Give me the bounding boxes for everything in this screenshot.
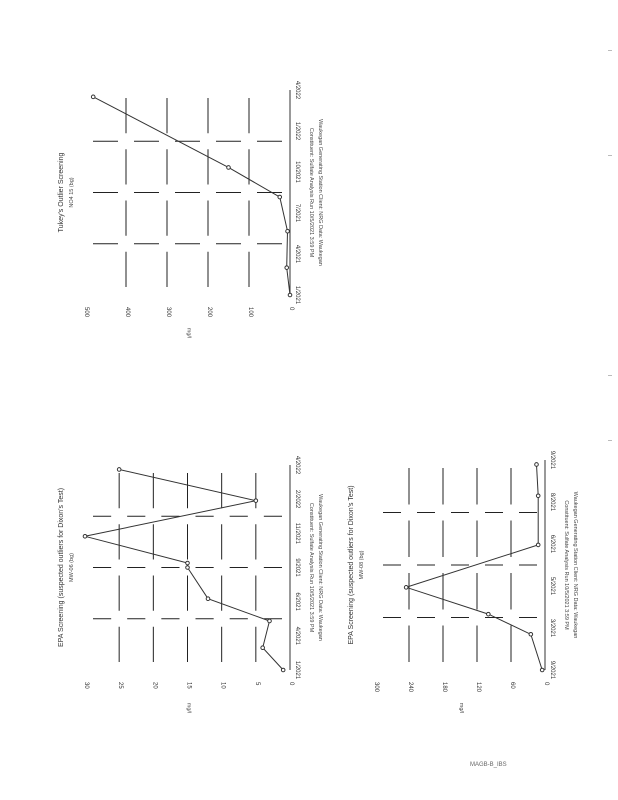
series-line xyxy=(85,470,283,671)
value-tick-label: 0 xyxy=(288,682,294,686)
data-point xyxy=(529,632,533,636)
data-point xyxy=(227,166,231,170)
data-point xyxy=(186,566,190,570)
category-tick-label: 1/2022 xyxy=(294,121,300,141)
chart-footer-line: Constituent: Sulfate Analysis Run 10/5/2021 3:59 PM xyxy=(308,127,314,258)
category-tick-label: 9/2021 xyxy=(549,660,555,680)
data-point xyxy=(286,229,290,233)
value-tick-label: 25 xyxy=(117,682,124,689)
chart-subtitle: MW-08 (bg) xyxy=(359,550,365,580)
chart-subtitle: NO4 15 (bg) xyxy=(69,177,75,208)
chart-title: EPA Screening (suspected outliers for Dixon's Test) xyxy=(348,485,355,645)
chart-subtitle: MW-06 (bg) xyxy=(69,553,75,582)
category-tick-label: 10/2021 xyxy=(294,161,300,183)
value-tick-label: 10 xyxy=(219,682,226,689)
category-tick-label: 3/2021 xyxy=(549,618,555,638)
chart-footer-line: Waukegan Generating Station Client: NRG Data: Waukegan xyxy=(317,119,323,266)
data-point xyxy=(278,195,282,199)
category-tick-label: 8/2021 xyxy=(549,492,555,512)
edge-mark xyxy=(608,50,612,51)
value-tick-label: 500 xyxy=(83,307,89,318)
chart-footer-line: Constituent: Sulfate Analysis Run 10/5/2021 3:59 PM xyxy=(308,502,314,633)
chart-group xyxy=(58,81,323,338)
value-tick-label: 30 xyxy=(83,682,89,689)
data-point xyxy=(91,95,95,99)
value-tick-label: 180 xyxy=(441,682,447,693)
edge-mark xyxy=(608,440,612,441)
series-line xyxy=(93,97,290,295)
chart-title: Tukey's Outlier Screening xyxy=(58,152,65,233)
category-tick-label: 4/2022 xyxy=(294,455,300,475)
chart-footer-line: Constituent: Sulfate Analysis Run 10/5/2021 3:59 PM xyxy=(563,500,569,630)
chart-title: EPA Screening (suspected outliers for Dixon's Test) xyxy=(58,487,65,648)
value-axis-label: mg/l xyxy=(458,702,464,714)
value-axis-label: mg/l xyxy=(185,702,192,714)
value-tick-label: 200 xyxy=(206,307,212,318)
category-tick-label: 9/2021 xyxy=(294,558,300,577)
data-point xyxy=(254,499,258,503)
category-tick-label: 2/2022 xyxy=(294,489,300,509)
category-tick-label: 6/2021 xyxy=(294,592,300,611)
data-point xyxy=(288,293,292,297)
category-tick-label: 11/2021 xyxy=(294,522,300,544)
data-point xyxy=(281,668,285,672)
chart-epa-mw08-svg xyxy=(330,390,610,730)
chart-footer-line: Waukegan Generating Station Client: NRG Data: Waukegan xyxy=(317,494,323,641)
value-tick-label: 100 xyxy=(247,307,253,318)
data-point xyxy=(536,494,540,498)
data-point xyxy=(535,463,539,467)
chart-epa-mw06 xyxy=(40,390,340,730)
chart-group xyxy=(58,456,323,713)
value-tick-label: 5 xyxy=(253,682,260,686)
data-point xyxy=(487,612,491,616)
edge-mark xyxy=(608,375,612,376)
chart-group xyxy=(348,451,578,713)
category-tick-label: 7/2021 xyxy=(294,203,300,223)
data-point xyxy=(117,468,121,472)
value-tick-label: 300 xyxy=(165,307,171,318)
document-code: MAGB-B_IBS xyxy=(470,762,507,768)
value-tick-label: 240 xyxy=(407,682,413,693)
category-tick-label: 9/2021 xyxy=(549,450,555,470)
value-tick-label: 400 xyxy=(124,307,130,318)
data-point xyxy=(285,266,289,270)
data-point xyxy=(186,561,190,565)
chart-footer-line: Waukegan Generating Station Client: NRG Data: Waukegan xyxy=(572,491,578,639)
data-point xyxy=(536,543,540,547)
series-line xyxy=(406,465,542,671)
data-point xyxy=(268,619,272,623)
value-tick-label: 60 xyxy=(509,682,515,689)
value-tick-label: 0 xyxy=(288,307,294,311)
data-point xyxy=(540,668,544,672)
chart-tukey-svg xyxy=(40,20,340,350)
data-point xyxy=(404,586,408,590)
data-point xyxy=(261,646,265,650)
category-tick-label: 4/2021 xyxy=(294,626,300,646)
category-tick-label: 1/2021 xyxy=(294,660,300,680)
value-tick-label: 0 xyxy=(543,682,549,686)
category-tick-label: 5/2021 xyxy=(549,576,555,596)
category-tick-label: 6/2021 xyxy=(549,534,555,554)
value-tick-label: 15 xyxy=(185,682,192,689)
category-tick-label: 1/2021 xyxy=(294,285,300,305)
chart-epa-mw06-svg xyxy=(40,390,340,730)
category-tick-label: 4/2021 xyxy=(294,244,300,264)
value-axis-label: mg/l xyxy=(185,327,192,339)
data-point xyxy=(206,597,210,601)
category-tick-label: 4/2022 xyxy=(294,80,300,100)
value-tick-label: 120 xyxy=(475,682,481,693)
value-tick-label: 20 xyxy=(151,682,158,689)
chart-tukey-outlier xyxy=(40,20,340,350)
data-point xyxy=(83,535,87,539)
edge-mark xyxy=(608,155,612,156)
value-tick-label: 300 xyxy=(373,682,379,693)
chart-epa-mw08 xyxy=(330,390,610,730)
